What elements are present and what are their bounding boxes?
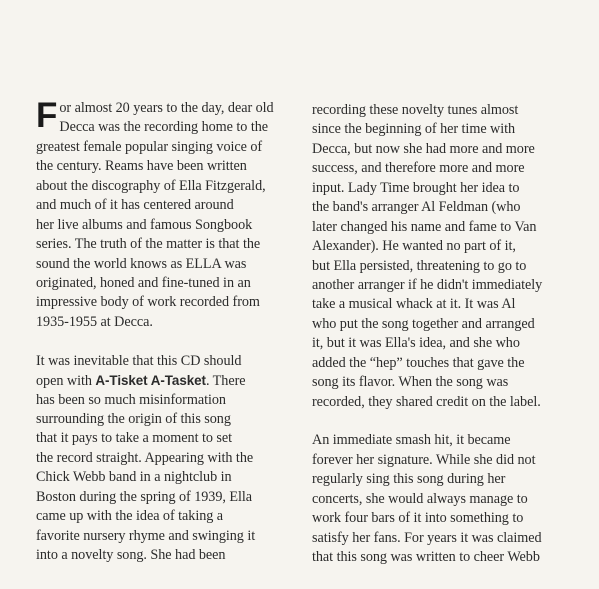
text-line: greatest female popular singing voice of [36, 138, 263, 155]
text-line: song its flavor. When the song was [312, 374, 509, 391]
text-line: came up with the idea of taking a [36, 508, 224, 525]
text-line: input. Lady Time brought her idea to [312, 179, 520, 196]
left-column [36, 96, 294, 566]
text-line: favorite nursery rhyme and swinging it [36, 527, 256, 544]
text-line: but Ella persisted, threatening to go to [312, 257, 527, 274]
text-line: success, and therefore more and more [312, 160, 525, 177]
text-line: It was inevitable that this CD should [36, 352, 242, 369]
text-line: work four bars of it into something to [312, 510, 524, 527]
drop-cap: F [36, 96, 58, 135]
text-line: regularly sing this song during her [312, 471, 506, 488]
text-line: who put the song together and arranged [312, 315, 535, 332]
text-segment: open with [36, 373, 96, 390]
text-line: Decca, but now she had more and more [312, 140, 535, 157]
text-line: added the “hep” touches that gave the [312, 354, 525, 371]
text-line: that this song was written to cheer Webb [312, 549, 540, 566]
text-line: Decca was the recording home to the [59, 119, 269, 136]
song-title: A-Tisket A-Tasket [95, 373, 206, 389]
text-line: the century. Reams have been written [36, 158, 247, 175]
text-line: another arranger if he didn't immediately [312, 276, 543, 293]
paragraph-feldman-arrangement [312, 101, 570, 412]
text-line: Chick Webb band in a nightclub in [36, 469, 232, 486]
text-line: Alexander). He wanted no part of it, [312, 238, 516, 255]
text-line: impressive body of work recorded from [36, 294, 260, 311]
text-line: originated, honed and fine-tuned in an [36, 274, 251, 291]
paragraph-gap [312, 412, 570, 431]
text-line: forever her signature. While she did not [312, 451, 536, 468]
text-line: it, but it was Ella's idea, and she who [312, 335, 520, 352]
text-line: that it pays to take a moment to set [36, 430, 232, 447]
text-line: Boston during the spring of 1939, Ella [36, 488, 253, 505]
text-line: An immediate smash hit, it became [312, 432, 511, 449]
text-segment: . There [205, 373, 246, 390]
text-line: since the beginning of her time with [312, 121, 516, 138]
text-line: concerts, she would always manage to [312, 490, 528, 507]
paragraph-gap [36, 332, 294, 351]
text-line: her live albums and famous Songbook [36, 216, 253, 233]
paragraph-a-tisket-origin [36, 352, 294, 566]
text-line: recorded, they shared credit on the label. [312, 393, 541, 410]
text-line: into a novelty song. She had been [36, 547, 226, 564]
text-line: 1935-1955 at Decca. [36, 313, 153, 330]
text-line: sound the world knows as ELLA was [36, 255, 247, 272]
text-line: about the discography of Ella Fitzgerald, [36, 177, 266, 194]
text-line [36, 371, 294, 390]
paragraph-signature-song [312, 431, 570, 567]
text-line: the band's arranger Al Feldman (who [312, 199, 521, 216]
text-line: the record straight. Appearing with the [36, 449, 254, 466]
text-line: take a musical whack at it. It was Al [312, 296, 516, 313]
paragraph-decca-history [36, 96, 294, 332]
text-line: recording these novelty tunes almost [312, 102, 519, 118]
text-line: series. The truth of the matter is that the [36, 236, 261, 253]
text-line: and much of it has centered around [36, 197, 234, 214]
text-line: satisfy her fans. For years it was claimed [312, 529, 542, 546]
text-line: has been so much misinformation [36, 391, 226, 408]
text-line: surrounding the origin of this song [36, 411, 231, 427]
right-column [312, 101, 570, 568]
text-line: later changed his name and fame to Van [312, 218, 537, 235]
text-line: or almost 20 years to the day, dear old [59, 100, 274, 116]
